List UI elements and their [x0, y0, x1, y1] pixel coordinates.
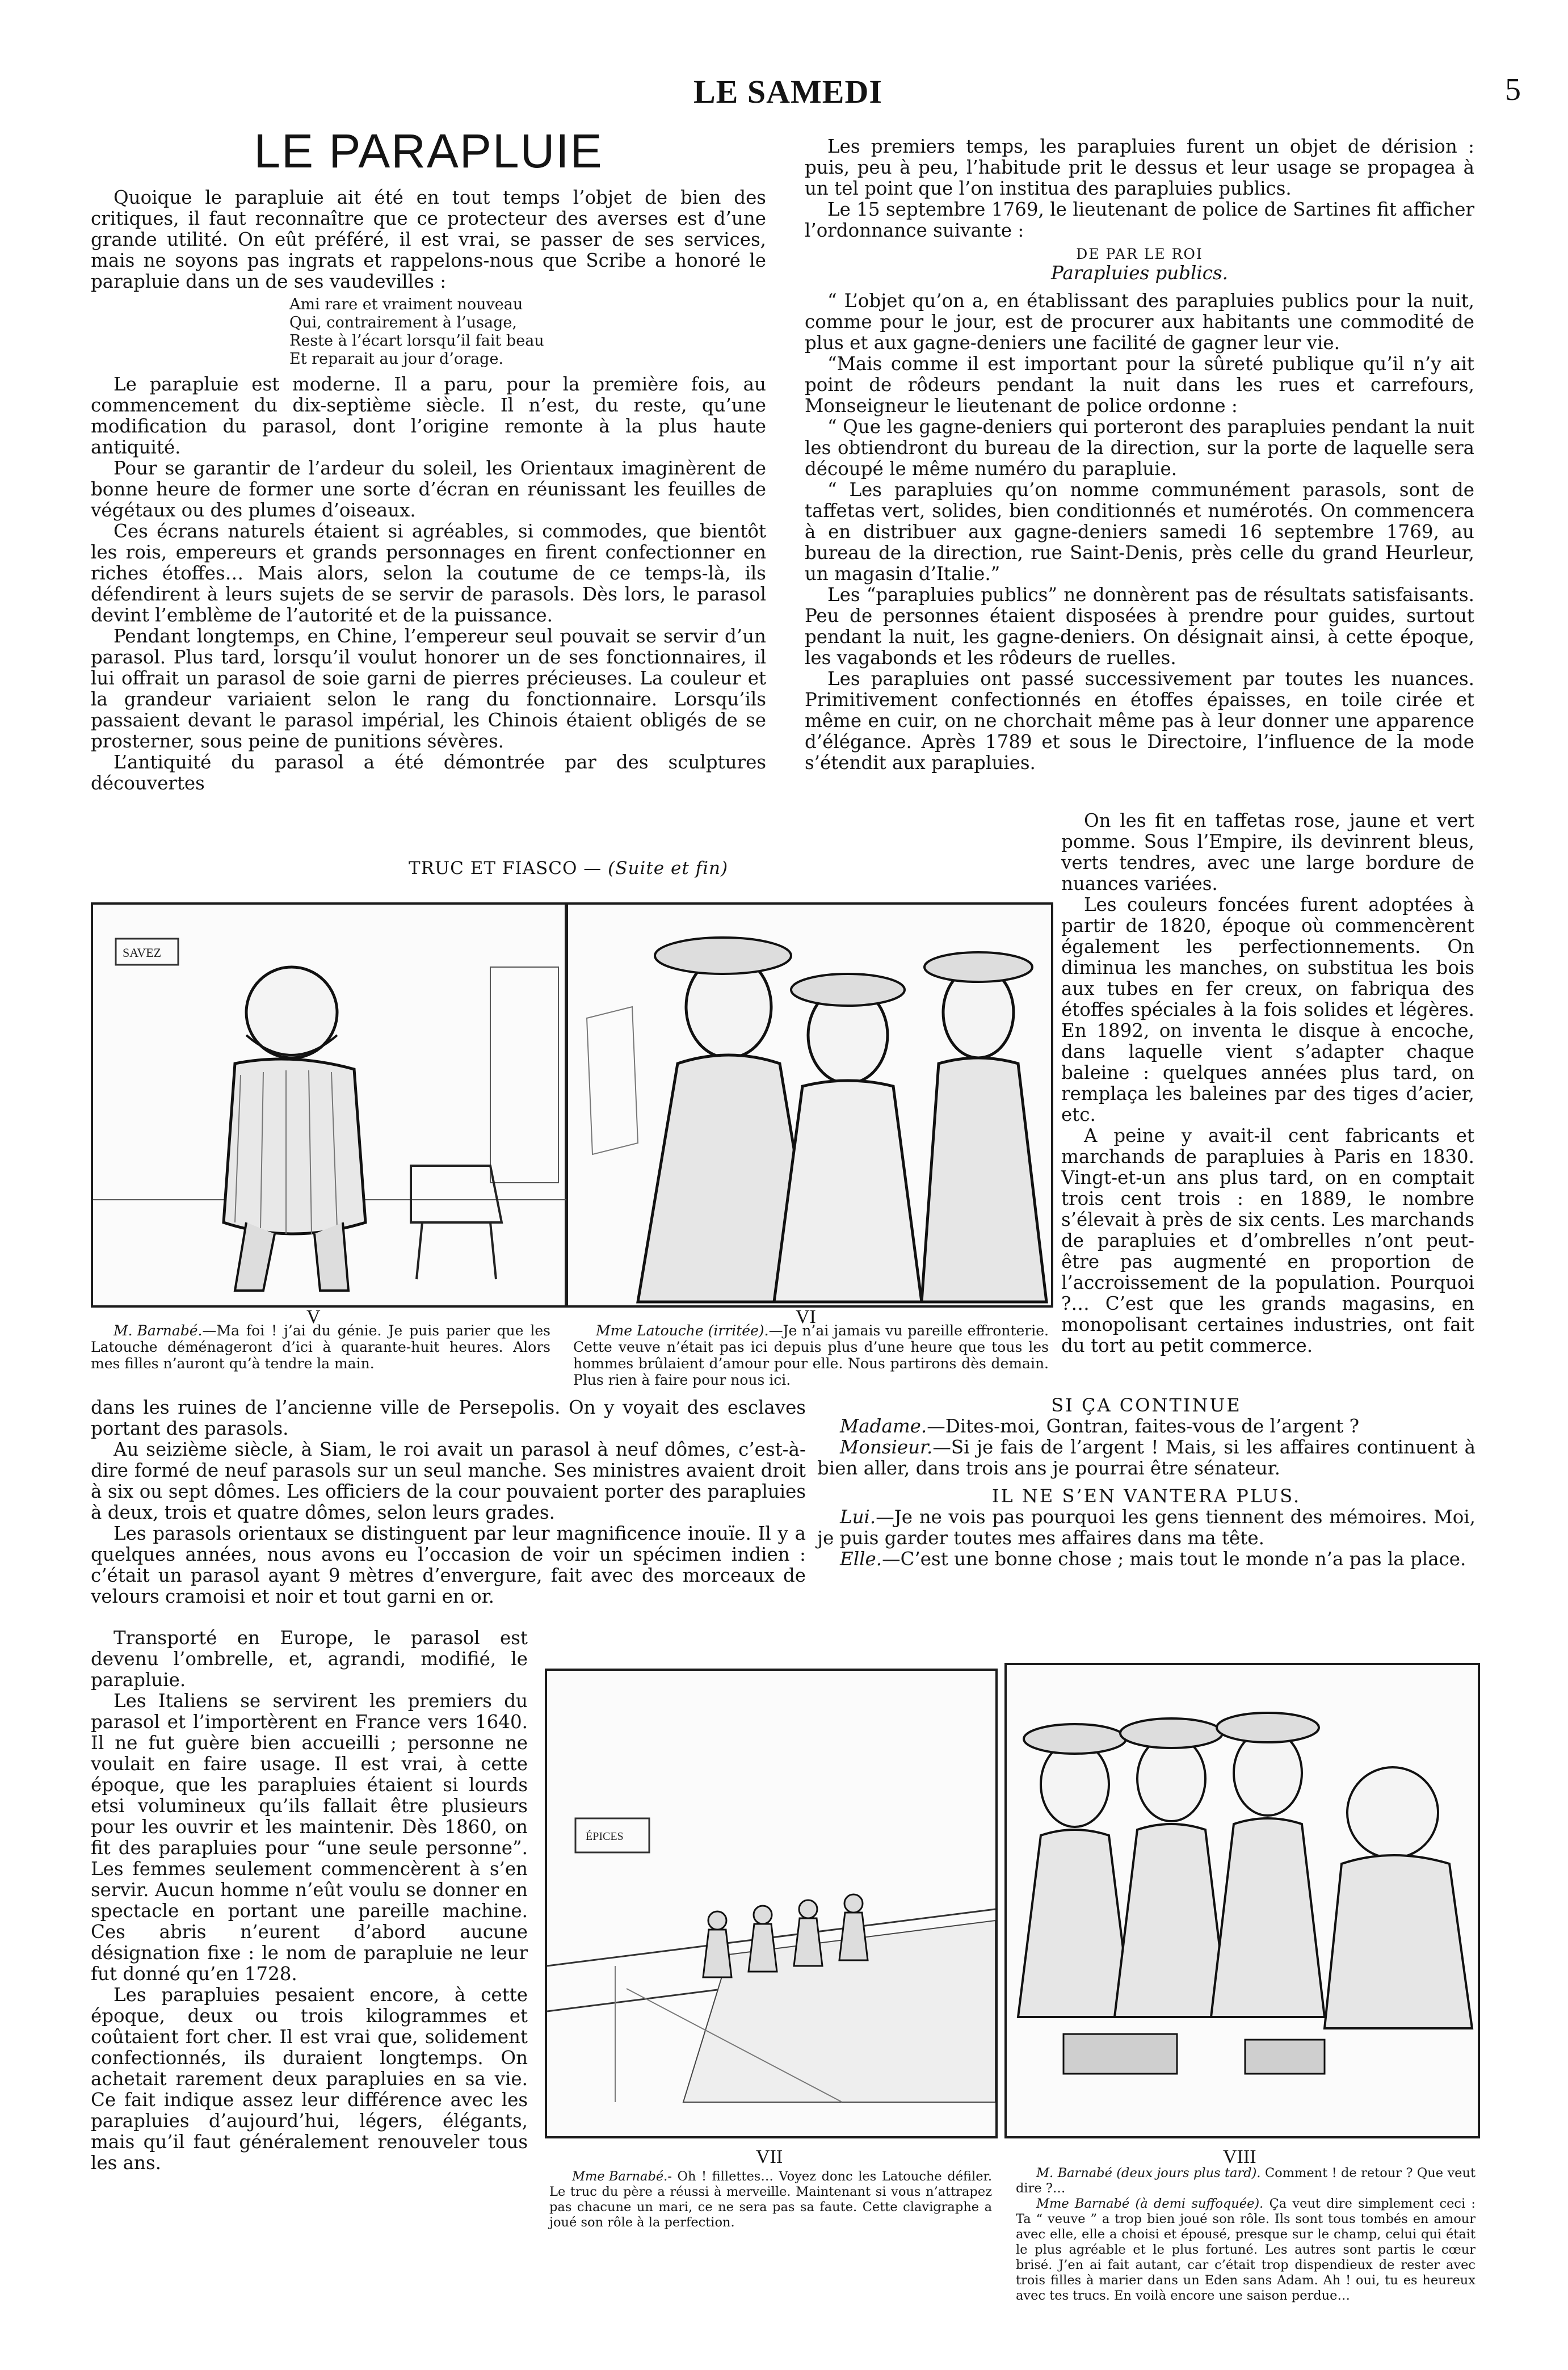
verse-line: Ami rare et vraiment nouveau [289, 296, 523, 313]
joke-speaker: Monsieur. [840, 1436, 933, 1458]
paragraph: “ Que les gagne-deniers qui porteront des parapluies pendant la nuit les obtiendront du bureau de la direction, sur la porte de laquelle sera découpé le même numéro du parapluie. [805, 416, 1474, 480]
paragraph: Les parapluies pesaient encore, à cette époque, deux ou trois kilogrammes et coûtaient fort cher. Il est vrai que, solidement confectionnés, ils duraient longtemps. On achetait rarement deux parapluies en sa vie. Ce fait indique assez leur différence avec les parapluies d’aujourd’hui, légers, élégants, mais qu’il faut généralement renouveler tous les ans. [91, 1984, 528, 2174]
panel-number: VIII [1223, 2146, 1256, 2167]
article-right-top [805, 136, 1474, 774]
caption-speaker: Mme Barnabé. [572, 2169, 668, 2184]
station-sign: ÉPICES [586, 1830, 624, 1843]
comic-panel-viii [1004, 1663, 1480, 2138]
caption-text: - Oh ! fillettes… Voyez donc les Latouche défiler. Le truc du père a réussi à merveille. Maintenant si vous n’attrapez pas chacune un mari, ce ne sera pas sa faute. Cette clavigraphe a joué son rôle à la perfection. [549, 2169, 992, 2230]
panel-number: V [306, 1306, 321, 1327]
caption-panel-v [91, 1322, 550, 1372]
paragraph: Pendant longtemps, en Chine, l’empereur seul pouvait se servir d’un parasol. Plus tard, lorsqu’il voulut honorer un de ses fonctionnaires, il lui offrait un parasol de soie garni de pierres précieuses. La couleur et la grandeur variaient selon le rang du fonctionnaire. Lorsqu’ils passaient devant le parasol impérial, les Chinois étaient obligés de se prosterner, sous peine de punitions sévères. [91, 625, 766, 752]
paragraph: “ Les parapluies qu’on nomme communément parasols, sont de taffetas vert, solides, bien conditionnés et numérotés. On commencera à en distribuer aux gagne-deniers samedi 16 septembre 1769, au bureau de la direction, rue Saint-Denis, près celle du grand Heurleur, un magasin d’Italie.” [805, 479, 1474, 585]
joke-text: —C’est une bonne chose ; mais tout le monde n’a pas la place. [882, 1548, 1466, 1570]
paragraph: Le parapluie est moderne. Il a paru, pour la première fois, au commencement du dix-septième siècle. Il n’est, du reste, qu’une modification du parasol, dont l’origine remonte à la plus haute antiquité. [91, 373, 766, 458]
caption-text: Ça veut dire simplement ceci : Ta “ veuve ” a trop bien joué son rôle. Ils sont tous tombés en amour avec elle, elle a choisi et épousé, presque sur le champ, celui qui était le plus agréable et le plus fortuné. Les autres sont partis le cœur brisé. J’en ai fait autant, car c’était trop dispendieux de rester avec trois filles à marier dans un Eden sans Adam. Ah ! oui, tu es heureux avec tes trucs. En voilà encore une saison perdue… [1016, 2196, 1475, 2303]
caption-panel-vi [573, 1322, 1049, 1388]
panel-number: VII [756, 2146, 783, 2167]
comic-panel-vii [545, 1669, 998, 2138]
article-left-narrow [91, 1628, 528, 2174]
caption-speaker: M. Barnabé (deux jours plus tard). [1036, 2166, 1261, 2180]
caption-speaker: Mme Latouche (irritée). [596, 1322, 769, 1339]
jokes-section [817, 1395, 1475, 1570]
paragraph: Au seizième siècle, à Siam, le roi avait un parasol à neuf dômes, c’est-à-dire formé de neuf parasols sur un seul manche. Ses ministres avaient droit à six ou sept dômes. Les officiers de la cour pouvaient porter des parapluies à deux, trois et quatre dômes, selon leurs grades. [91, 1439, 806, 1523]
joke-text: —Si je fais de l’argent ! Mais, si les affaires continuent à bien aller, dans trois ans je pourrai être sénateur. [817, 1436, 1475, 1479]
journal-name: LE SAMEDI [693, 73, 882, 110]
article-title: LE PARAPLUIE [254, 124, 603, 178]
joke-speaker: Lui. [840, 1506, 876, 1528]
joke-line [817, 1416, 1475, 1437]
paragraph: “Mais comme il est important pour la sûreté publique qu’il n’y ait point de rôdeurs pendant la nuit dans les rues et carrefours, Monseigneur le lieutenant de police ordonne : [805, 353, 1474, 417]
chair [411, 1166, 502, 1279]
panel-number: VI [796, 1306, 816, 1327]
scribe-verse [289, 296, 766, 368]
joke-line [817, 1507, 1475, 1549]
joke-line [817, 1549, 1475, 1570]
caption-panel-viii [1016, 2166, 1475, 2304]
comic-title-text: TRUC ET FIASCO — [409, 858, 602, 879]
decree-heading: DE PAR LE ROI [1076, 246, 1203, 262]
article-left-top [91, 187, 766, 794]
comic-drawing-vii [547, 1671, 995, 2136]
paragraph: Les premiers temps, les parapluies furent un objet de dérision : puis, peu à peu, l’habitude prit le dessus et leur usage se propagea à un tel point que l’on institua des parapluies publics. [805, 136, 1474, 199]
paragraph: Les couleurs foncées furent adoptées à partir de 1820, époque où commencèrent également les perfectionnements. On diminua les manches, on substitua les bois aux tubes en fer creux, on fabriqua des étoffes spéciales à la fois solides et légères. En 1892, on inventa le disque à encoche, dans laquelle vient s’adapter chaque baleine : quelques années plus tard, on remplaça les baleines par des tiges d’acier, etc. [1061, 894, 1474, 1125]
joke-line [817, 1437, 1475, 1479]
intro-paragraph: Quoique le parapluie ait été en tout temps l’objet de bien des critiques, il faut reconnaître que ce protecteur des averses est d’une grande utilité. On eût préféré, il est vrai, se passer de ses services, mais ne soyons pas ingrats et rappelons-nous que Scribe a honoré le parapluie dans un de ses vaudevilles : [91, 187, 766, 292]
caption-text: —Ma foi ! j’ai du génie. Je puis parier que les Latouche déménageront d’ici à quarante-huit heures. Alors mes filles n’auront qu’à tendre la main. [91, 1322, 550, 1372]
paragraph: Ces écrans naturels étaient si agréables, si commodes, que bientôt les rois, empereurs et grands personnages en firent confectionner en riches étoffes… Mais alors, selon la coutume de ce temps-là, ils défendirent à leurs sujets de se servir de parasols. Dès lors, le parasol devint l’emblème de l’autorité et de la puissance. [91, 520, 766, 626]
paragraph: Le 15 septembre 1769, le lieutenant de police de Sartines fit afficher l’ordonnance suivante : [805, 199, 1474, 241]
paragraph: Les Italiens se servirent les premiers du parasol et l’importèrent en France vers 1640. Il ne fut guère bien accueilli ; personne ne voulait en faire usage. Il est vrai, à cette époque, que les parapluies étaient si lourds etsi volumineux qu’ils fallait être plusieurs pour les ouvrir et les maintenir. Dès 1860, on fit des parapluies pour “une seule personne”. Les femmes seulement commencèrent à s’en servir. Aucun homme n’eût voulu se donner en spectacle en portant une pareille machine. Ces abris n’eurent d’abord aucune désignation fixe : le nom de parapluie ne leur fut donné qu’en 1728. [91, 1690, 528, 1985]
joke-text: —Dites-moi, Gontran, faites-vous de l’argent ? [927, 1415, 1360, 1437]
paragraph: Les “parapluies publics” ne donnèrent pas de résultats satisfaisants. Peu de personnes étaient disposées à prendre pour guides, surtout pendant la nuit, les gagne-deniers. On désignait ainsi, à cette époque, les vagabonds et les rôdeurs de ruelles. [805, 584, 1474, 669]
comic-title [409, 858, 728, 879]
barnabe-body [224, 1059, 365, 1234]
comic-title-suffix: (Suite et fin) [608, 858, 729, 879]
paragraph: Transporté en Europe, le parasol est devenu l’ombrelle, et, agrandi, modifié, le parapluie. [91, 1627, 528, 1691]
decree-subheading: Parapluies publics. [1050, 262, 1228, 284]
wall-sign: SAVEZ [123, 946, 162, 960]
comic-panels-top [91, 902, 1053, 1308]
caption-speaker: Mme Barnabé (à demi suffoquée). [1036, 2196, 1264, 2211]
paragraph: dans les ruines de l’ancienne ville de Persepolis. On y voyait des esclaves portant des parasols. [91, 1397, 806, 1439]
verse-line: Qui, contrairement à l’usage, [289, 314, 517, 331]
joke-title: IL NE S’EN VANTERA PLUS. [991, 1485, 1301, 1507]
comic-drawing-top [93, 905, 1051, 1305]
joke-speaker: Madame. [840, 1415, 927, 1437]
article-right-narrow [1061, 810, 1474, 1356]
paragraph: Les parasols orientaux se distinguent par leur magnificence inouïe. Il y a quelques années, nous avons eu l’occasion de voir un spécimen indien : c’était un parasol ayant 9 mètres d’envergure, fait avec des morceaux de velours cramoisi et noir et tout garni en or. [91, 1523, 806, 1607]
joke-title: SI ÇA CONTINUE [1051, 1394, 1242, 1416]
paragraph: Pour se garantir de l’ardeur du soleil, les Orientaux imaginèrent de bonne heure de former une sorte d’écran en réunissant les feuilles de végétaux ou des plumes d’oiseaux. [91, 457, 766, 521]
verse-line: Reste à l’écart lorsqu’il fait beau [289, 332, 544, 350]
page-number: 5 [1505, 72, 1521, 107]
joke-text: —Je ne vois pas pourquoi les gens tiennent des mémoires. Moi, je puis garder toutes mes affaires dans ma tête. [817, 1506, 1475, 1549]
paragraph: L’antiquité du parasol a été démontrée par des sculptures découvertes [91, 751, 766, 794]
paragraph: Les parapluies ont passé successivement par toutes les nuances. Primitivement confectionnés en étoffes épaisses, en toile cirée et même en cuir, on ne chorchait même pas à leur donner une apparence d’élégance. Après 1789 et sous le Directoire, l’influence de la mode s’étendit aux parapluies. [805, 668, 1474, 774]
article-left-bottom [91, 1397, 806, 1607]
joke-speaker: Elle. [840, 1548, 882, 1570]
caption-speaker: M. Barnabé. [113, 1322, 203, 1339]
caption-text: —Je n’ai jamais vu pareille effronterie. Cette veuve n’était pas ici depuis plus d’une heure que tous les hommes brûlaient d’amour pour elle. Nous partirons dès demain. Plus rien à faire pour nous ici. [573, 1322, 1049, 1388]
paragraph: “ L’objet qu’on a, en établissant des parapluies publics pour la nuit, comme pour le jour, est de procurer aux habitants une commodité de plus et aux gagne-deniers une facilité de gagner leur vie. [805, 290, 1474, 354]
verse-line: Et reparait au jour d’orage. [289, 350, 504, 368]
comic-drawing-viii [1007, 1665, 1478, 2136]
paragraph: A peine y avait-il cent fabricants et marchands de parapluies à Paris en 1830. Vingt-et-un ans plus tard, on en comptait trois cent trois : en 1889, le nombre s’élevait à près de six cents. Les marchands de parapluies et d’ombrelles n’ont peut-être pas augmenté en proportion de l’accroissement de la population. Pourquoi ?… C’est que les grands magasins, en monopolisant certaines industries, ont fait du tort au petit commerce. [1061, 1125, 1474, 1356]
caption-panel-vii [549, 2169, 992, 2230]
paragraph: On les fit en taffetas rose, jaune et vert pomme. Sous l’Empire, ils devinrent bleus, verts tendres, avec une large bordure de nuances variées. [1061, 810, 1474, 894]
caption-text: Comment ! de retour ? Que veut dire ?… [1016, 2166, 1475, 2196]
